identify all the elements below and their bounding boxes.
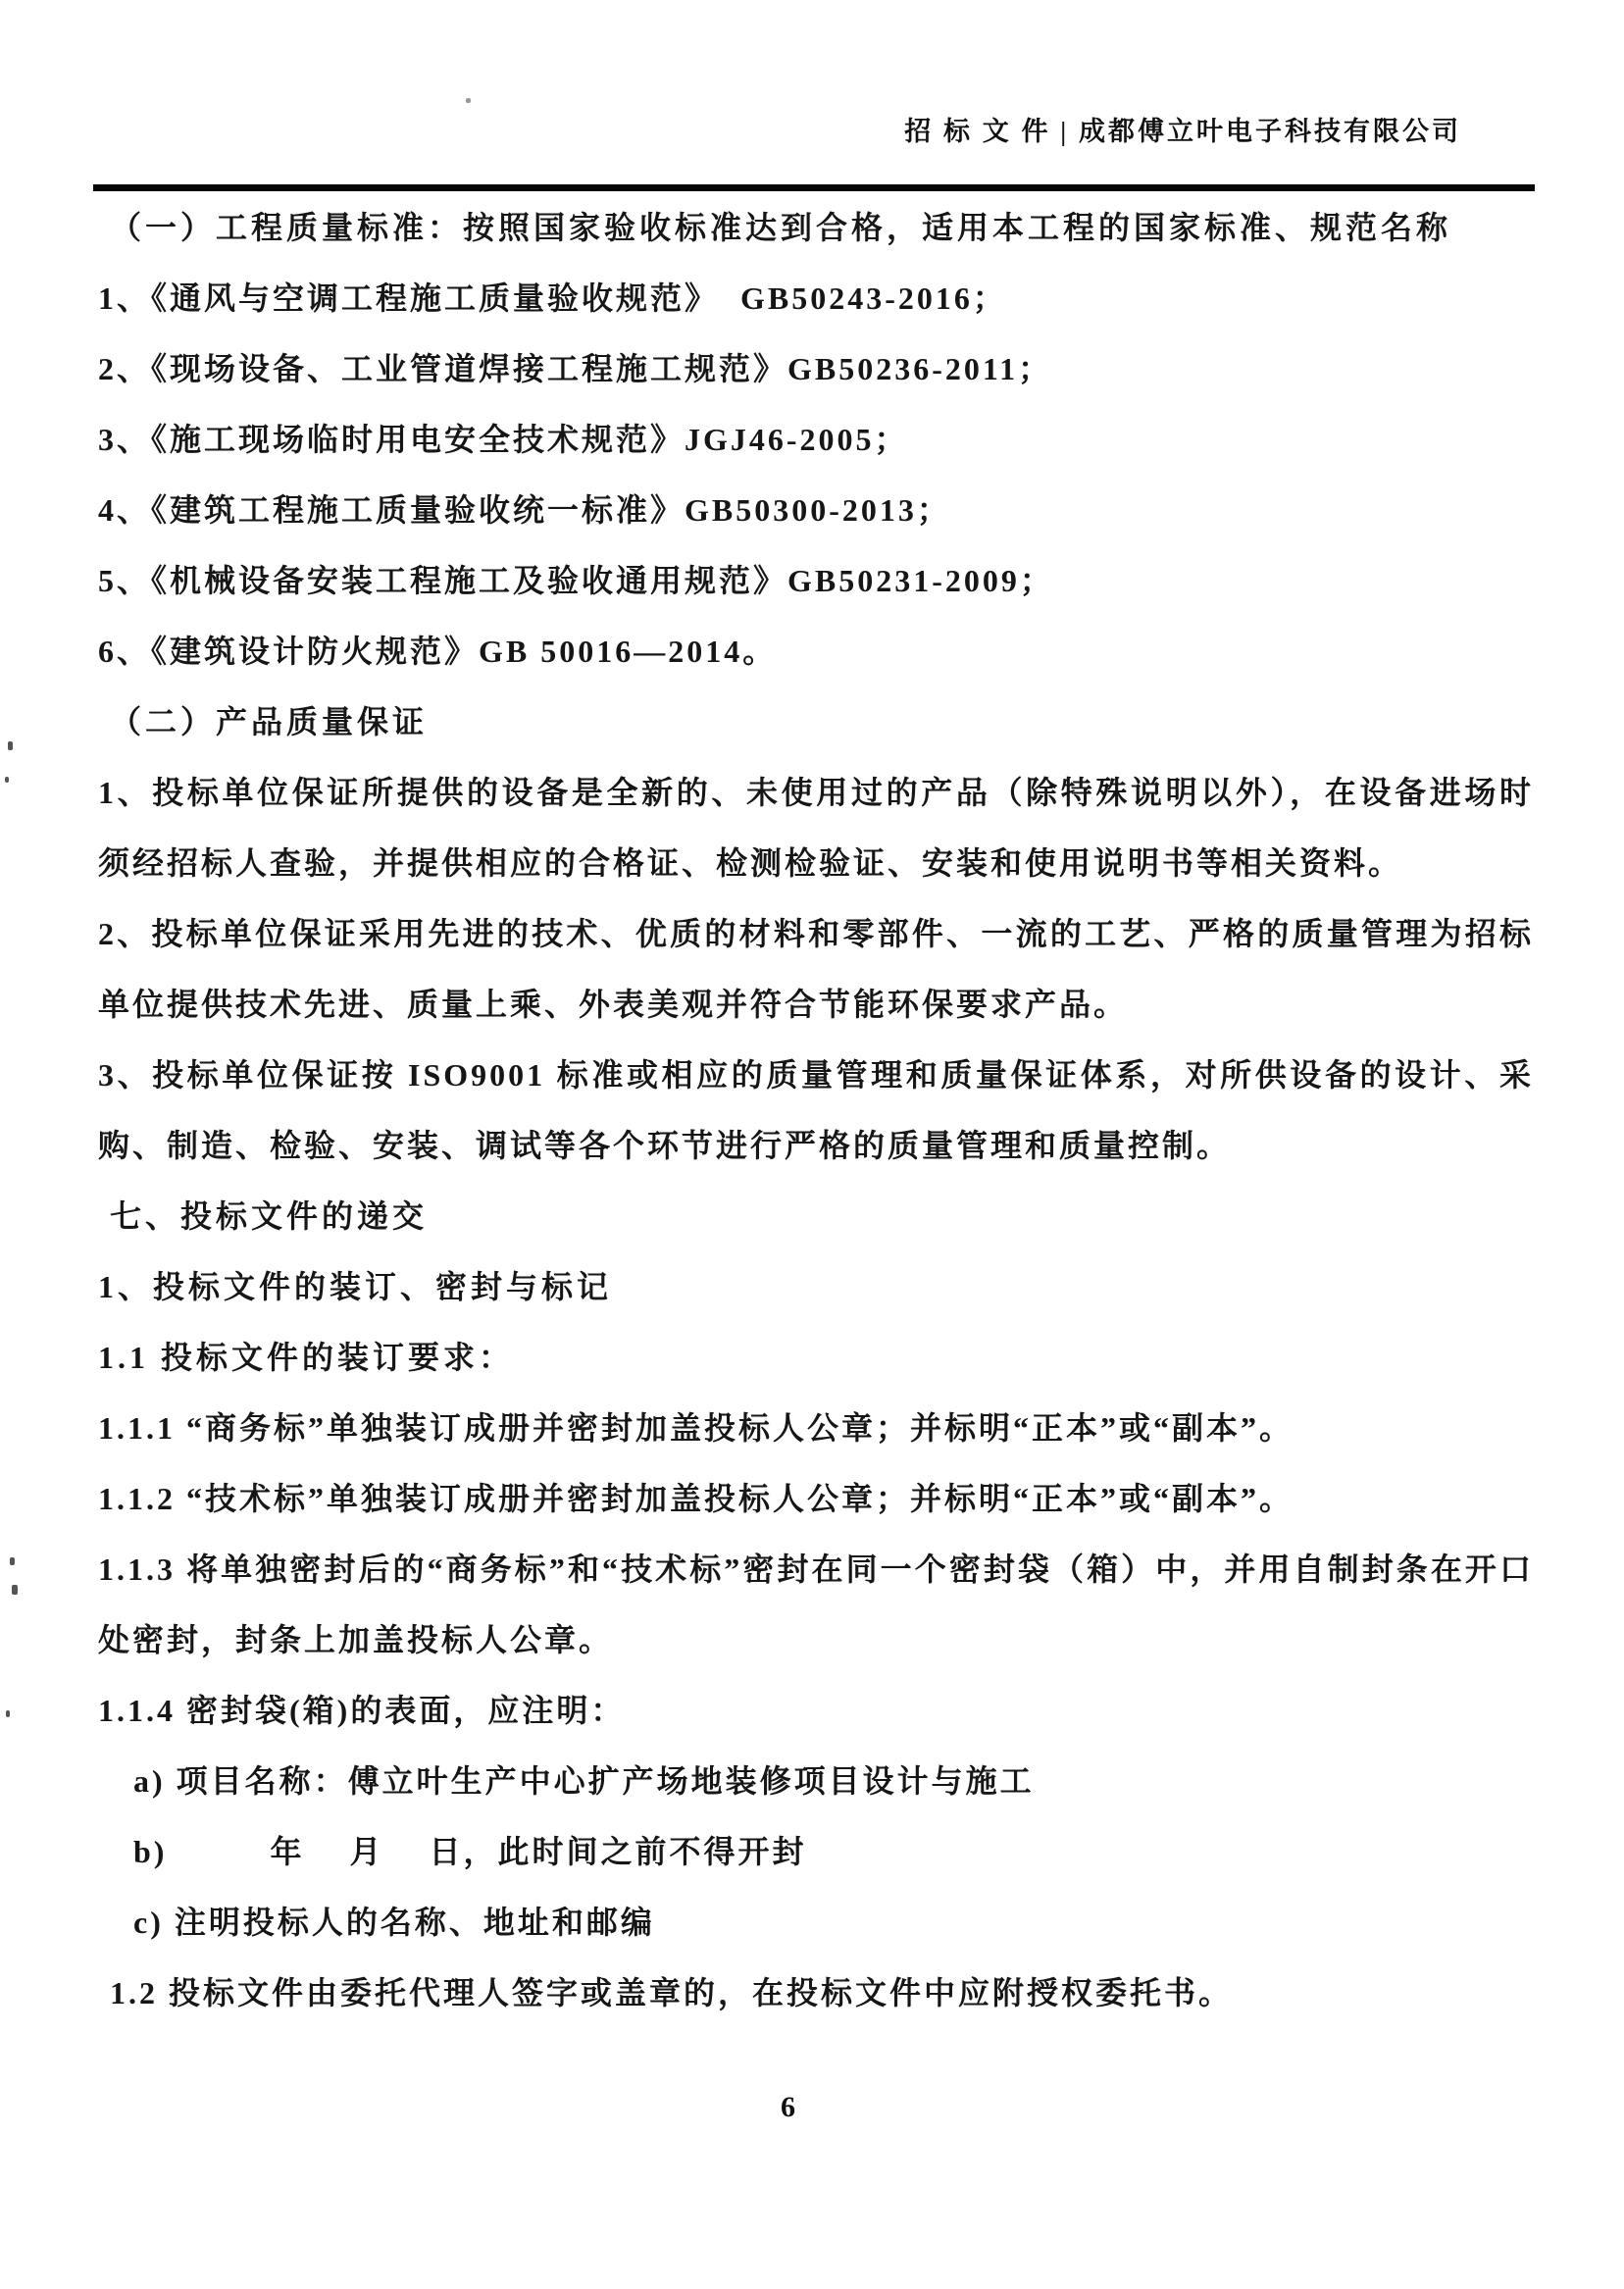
guarantee-paragraph-1: 1、投标单位保证所提供的设备是全新的、未使用过的产品（除特殊说明以外），在设备进场时须经招标人查验，并提供相应的合格证、检测检验证、安装和使用说明书等相关资料。 [98,775,1534,881]
submission-heading: 七、投标文件的递交 [110,1198,429,1234]
surface-note-c: c) 注明投标人的名称、地址和邮编 [133,1905,655,1940]
binding-heading: 1、投标文件的装订、密封与标记 [98,1269,613,1304]
scan-artifact [6,1710,10,1717]
binding-rule-2: 1.1.2 “技术标”单独装订成册并密封加盖投标人公章；并标明“正本”或“副本”。 [98,1481,1294,1516]
standard-item-2: 2、《现场设备、工业管道焊接工程施工规范》GB50236-2011； [98,351,1053,386]
scan-artifact [5,777,9,783]
binding-requirements-heading: 1.1 投标文件的装订要求： [98,1340,515,1375]
scan-artifact [8,741,13,750]
surface-note-a: a) 项目名称：傅立叶生产中心扩产场地装修项目设计与施工 [133,1763,1035,1799]
standard-item-4: 4、《建筑工程施工质量验收统一标准》GB50300-2013； [98,492,951,528]
standard-item-3: 3、《施工现场临时用电安全技术规范》JGJ46-2005； [98,422,909,457]
guarantee-paragraph-2: 2、投标单位保证采用先进的技术、优质的材料和零部件、一流的工艺、严格的质量管理为招标单位提供技术先进、质量上乘、外表美观并符合节能环保要求产品。 [98,916,1534,1022]
binding-rule-4: 1.1.4 密封袋(箱)的表面，应注明： [98,1693,626,1728]
scan-artifact [10,1557,15,1565]
binding-rule-1: 1.1.1 “商务标”单独装订成册并密封加盖投标人公章；并标明“正本”或“副本”。 [98,1410,1294,1446]
binding-rule-3: 1.1.3 将单独密封后的“商务标”和“技术标”密封在同一个密封袋（箱）中，并用自制封条在开口处密封，封条上加盖投标人公章。 [98,1551,1534,1657]
standard-item-1: 1、《通风与空调工程施工质量验收规范》 GB50243-2016； [98,280,1007,316]
standard-item-6: 6、《建筑设计防火规范》GB 50016—2014。 [98,634,778,669]
page-number: 6 [781,2091,795,2123]
quality-standards-heading: （一）工程质量标准：按照国家验收标准达到合格，适用本工程的国家标准、规范名称 [110,210,1452,245]
scan-artifact [12,1585,18,1595]
product-quality-heading: （二）产品质量保证 [110,704,429,739]
header-title: 招 标 文 件 | 成都傅立叶电子科技有限公司 [904,117,1461,146]
scan-artifact [466,98,471,103]
standard-item-5: 5、《机械设备安装工程施工及验收通用规范》GB50231-2009； [98,563,1054,598]
header-rule [93,184,1535,191]
guarantee-paragraph-3: 3、投标单位保证按 ISO9001 标准或相应的质量管理和质量保证体系，对所供设备的设计、采购、制造、检验、安装、调试等各个环节进行严格的质量管理和质量控制。 [98,1057,1534,1163]
document-body [98,192,1534,2028]
surface-note-b: b) 年 月 日，此时间之前不得开封 [133,1834,807,1869]
authorization-clause: 1.2 投标文件由委托代理人签字或盖章的，在投标文件中应附授权委托书。 [110,1975,1234,2010]
